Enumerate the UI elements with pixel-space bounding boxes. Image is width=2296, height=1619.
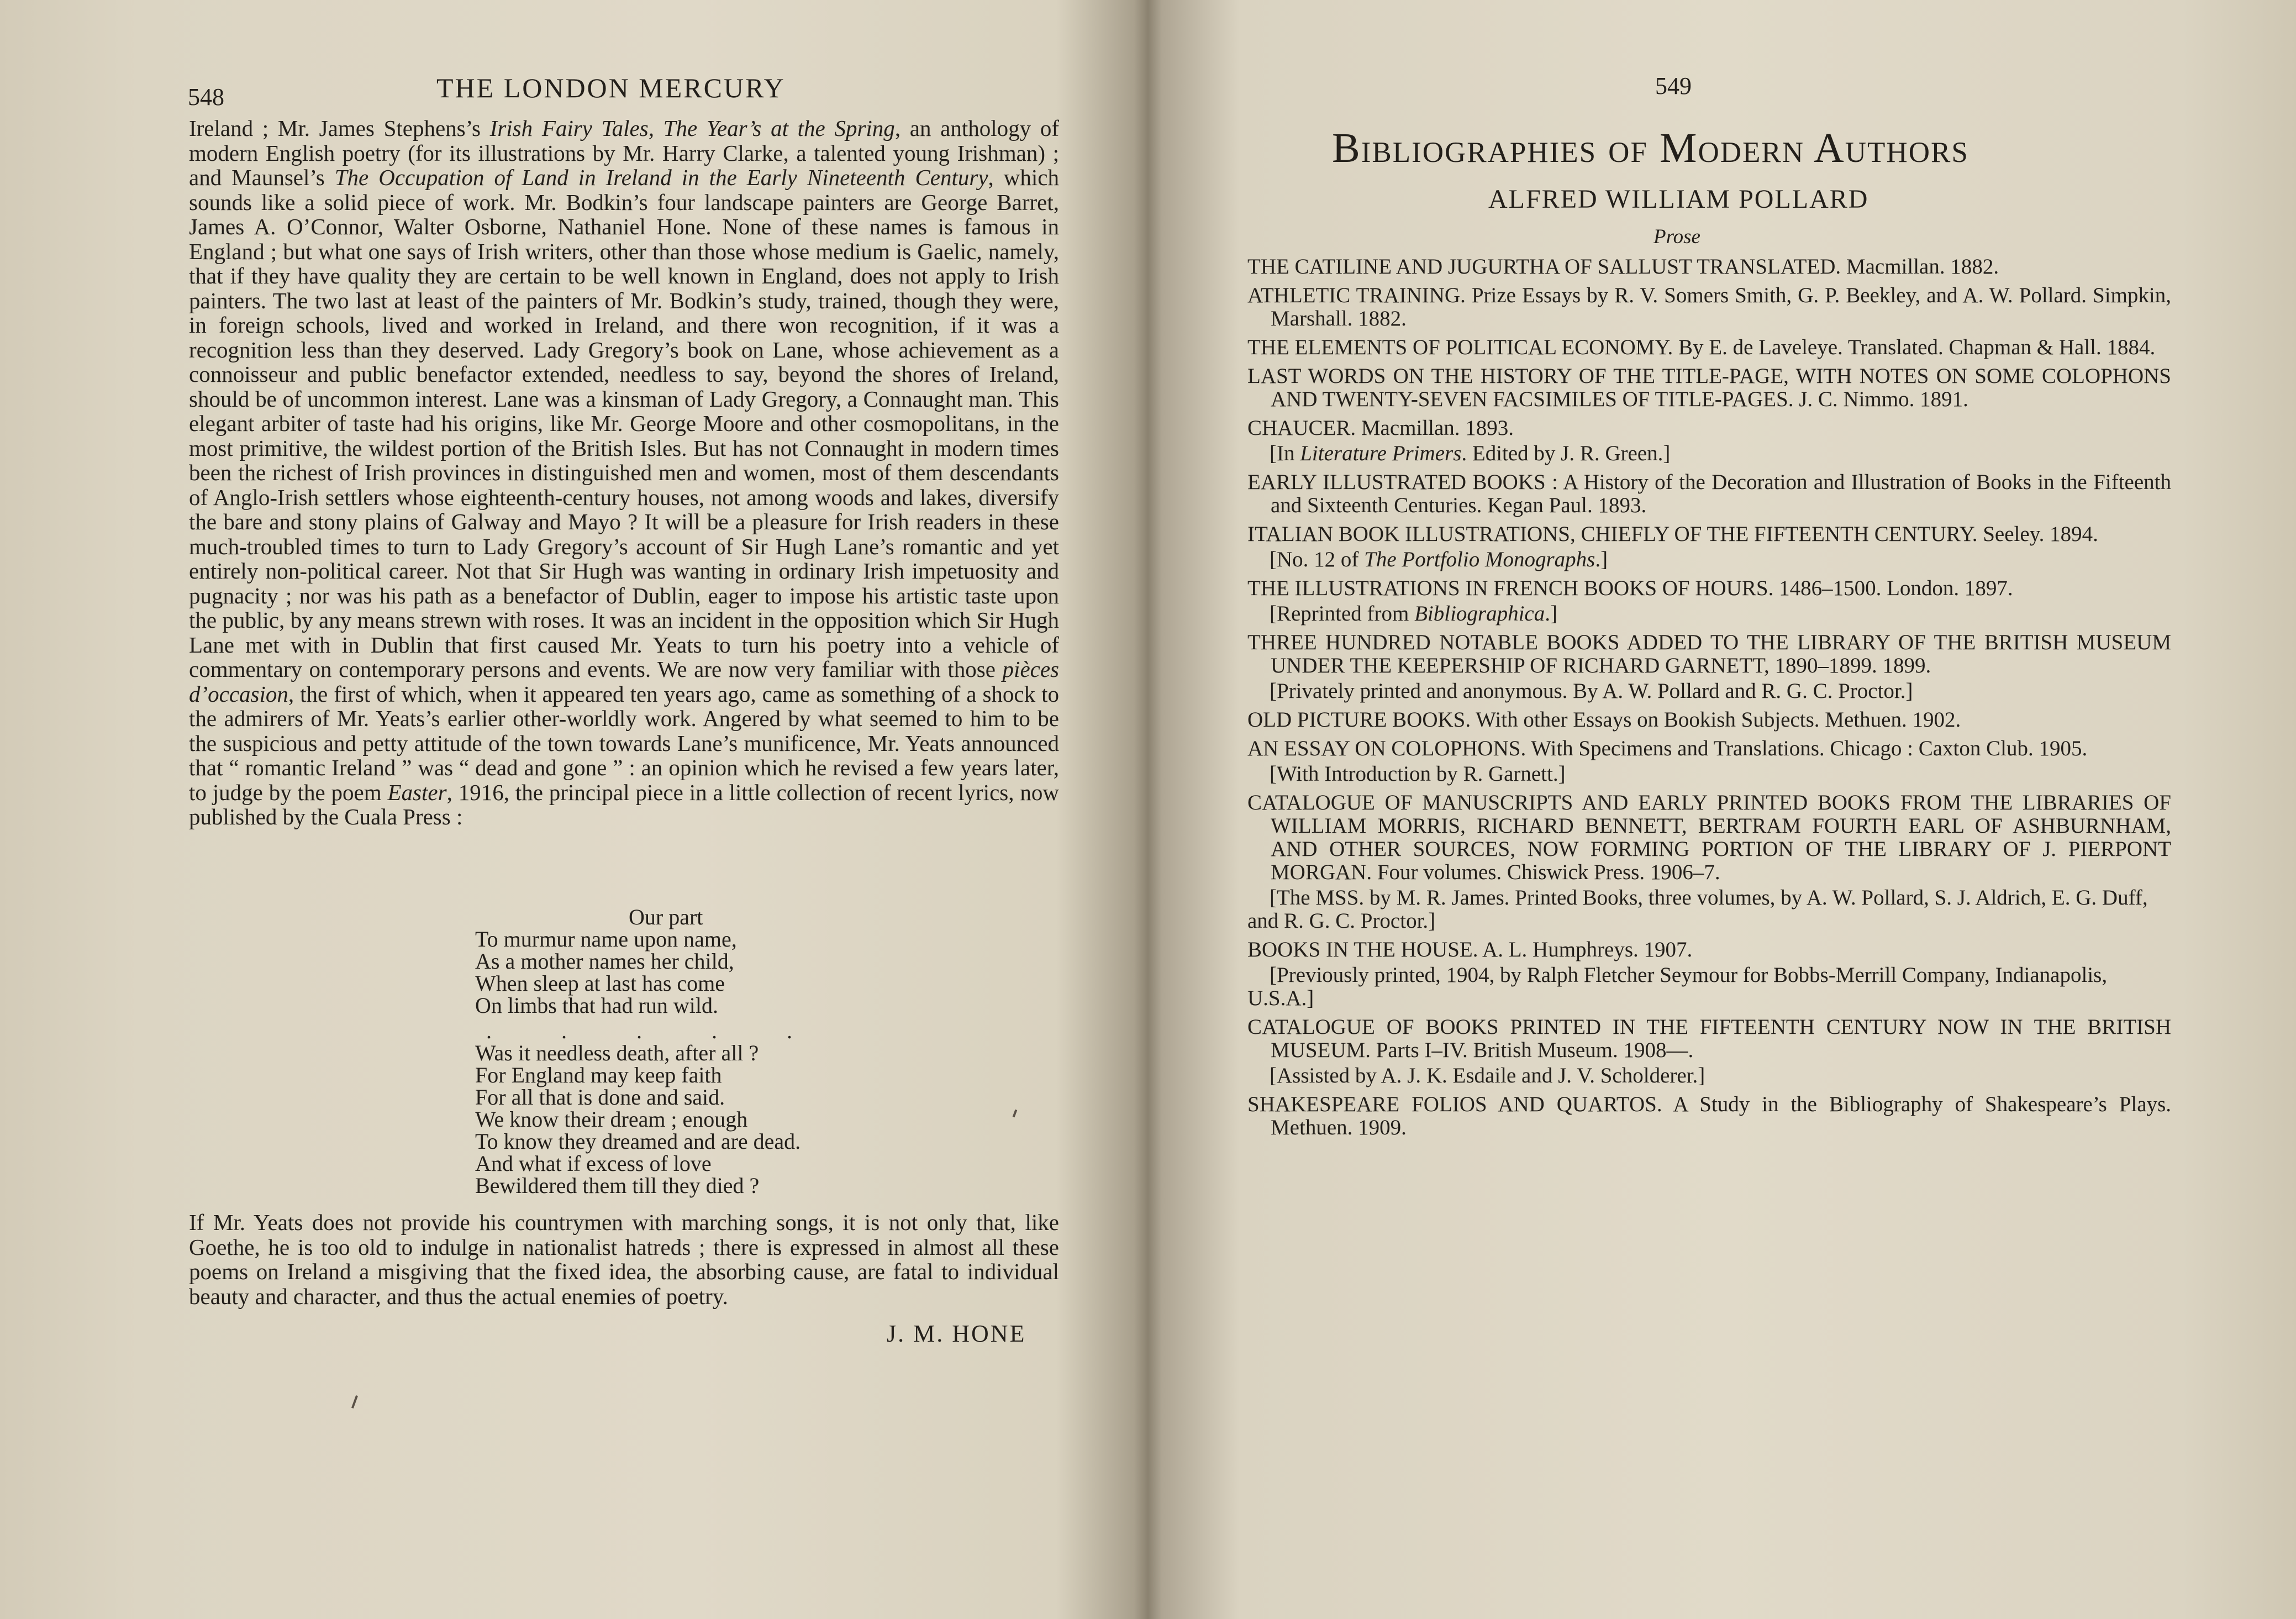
entry-note: [No. 12 of The Portfolio Monographs.]: [1270, 548, 1608, 571]
poem-stanza: [475, 1042, 824, 1197]
entry-note: [Assisted by A. J. K. Esdaile and J. V. Scholderer.]: [1270, 1064, 1705, 1087]
entry-note: [Previously printed, 1904, by Ralph Fletcher Seymour for Bobbs-Merrill Company, Indianapolis, U.S.A.]: [1247, 963, 2108, 1010]
poem-line: On limbs that had run wild.: [475, 993, 718, 1018]
bibliography-entry: [1247, 1093, 2171, 1139]
entry-note: [With Introduction by R. Garnett.]: [1270, 762, 1566, 786]
entry-citation: THREE HUNDRED NOTABLE BOOKS ADDED TO THE LIBRARY OF THE BRITISH MUSEUM UNDER THE KEEPERSHIP OF RICHARD GARNETT, 1890–1899. 1899.: [1247, 630, 2171, 677]
bibliography-entry: [1247, 365, 2171, 411]
entry-citation: AN ESSAY ON COLOPHONS. With Specimens and Translations. Chicago : Caxton Club. 1905.: [1247, 737, 2088, 760]
poem-line: And what if excess of love: [475, 1151, 712, 1176]
entry-citation: ITALIAN BOOK ILLUSTRATIONS, CHIEFLY OF THE FIFTEENTH CENTURY. Seeley. 1894.: [1247, 522, 2098, 546]
entry-citation: SHAKESPEARE FOLIOS AND QUARTOS. A Study in the Bibliography of Shakespeare’s Plays. Methuen. 1909.: [1247, 1092, 2171, 1139]
bibliography-entry: [1247, 1016, 2171, 1087]
entry-citation: EARLY ILLUSTRATED BOOKS : A History of the Decoration and Illustration of Books in the Fifteenth and Sixteenth Centuries. Kegan Paul. 1893.: [1247, 470, 2171, 517]
bibliography-entry: [1247, 471, 2171, 517]
closing-text: [189, 1210, 1059, 1308]
poem-line: When sleep at last has come: [475, 971, 725, 996]
poem-line: To know they dreamed and are dead.: [475, 1129, 801, 1154]
stray-pencil-mark: [1013, 1110, 1018, 1118]
poem-line: We know their dream ; enough: [475, 1107, 748, 1132]
entry-note: [In Literature Primers. Edited by J. R. Green.]: [1270, 441, 1671, 465]
section-heading: Prose: [1653, 225, 1700, 248]
article-text: [189, 116, 1059, 829]
poem-excerpt: [475, 906, 824, 1197]
entry-citation: CATALOGUE OF MANUSCRIPTS AND EARLY PRINTED BOOKS FROM THE LIBRARIES OF WILLIAM MORRIS, RICHARD BENNETT, BERTRAM FOURTH EARL OF ASHBURNHAM, AND OTHER SOURCES, NOW FORMING PORTION OF THE LIBRARY OF J. PIERPONT MORGAN. Four volumes. Chiswick Press. 1906–7.: [1247, 791, 2171, 884]
article-paragraph: Ireland ; Mr. James Stephens’s Irish Fairy Tales, The Year’s at the Spring, an anthology of modern English poetry (for its illustrations by Mr. Harry Clarke, a talented young Irishman) ; and Maunsel’s The Occupation of Land in Ireland in the Early Nineteenth Century, which sounds like a solid piece of work. Mr. Bodkin’s four landscape painters are George Barret, James A. O’Connor, Walter Osborne, Nathaniel Hone. None of these names is famous in England ; but what one says of Irish writers, other than those whose medium is Gaelic, namely, that if they have quality they are certain to be well known in England, does not apply to Irish painters. The two last at least of the painters of Mr. Bodkin’s study, trained, though they were, in foreign schools, lived and worked in Ireland, and there won recognition, if it was a recognition less than they deserved. Lady Gregory’s book on Lane, whose achievement as a connoisseur and public benefactor extended, needless to say, beyond the shores of Ireland, should be of uncommon interest. Lane was a kinsman of Lady Gregory, a Connaught man. This elegant arbiter of taste had his origins, like Mr. George Moore and other cosmopolitans, in the most primitive, the wildest portion of the British Isles. But has not Connaught in modern times been the richest of Irish provinces in distinguished men and women, most of them descendants of Anglo-Irish settlers whose eighteenth-century houses, not among woods and lakes, diversify the bare and stony plains of Galway and Mayo ? It will be a pleasure for Irish readers in these much-troubled times to turn to Lady Gregory’s account of Sir Hugh Lane’s romantic and yet entirely non-political career. Not that Sir Hugh was wanting in ordinary Irish impetuosity and pugnacity ; nor was his path as a benefactor of Dublin, eager to impose his artistic taste upon the public, by any means strewn with roses. It was an incident in the opposition which Sir Hugh Lane met with in Dublin that first caused Mr. Yeats to turn his poetry into a vehicle of commentary on contemporary persons and events. We are now very familiar with those pièces d’occasion, the first of which, when it appeared ten years ago, came as something of a shock to the admirers of Mr. Yeats’s earlier other-worldly work. Angered by what seemed to him to be the suspicious and petty attitude of the town towards Lane’s munificence, Mr. Yeats announced that “ romantic Ireland ” was “ dead and gone ” : an opinion which he revised a few years later, to judge by the poem Easter, 1916, the principal piece in a little collection of recent lyrics, now published by the Cuala Press :: [189, 115, 1059, 829]
bibliography-entry: [1247, 284, 2171, 330]
bibliography-list: [1247, 255, 2171, 1145]
entry-citation: OLD PICTURE BOOKS. With other Essays on Bookish Subjects. Methuen. 1902.: [1247, 708, 1961, 732]
stray-pencil-mark: [351, 1395, 358, 1408]
poem-stanza: [475, 928, 824, 1017]
page-title: Bibliographies of Modern Authors: [1332, 125, 1969, 171]
closing-paragraph: If Mr. Yeats does not provide his countrymen with marching songs, it is not only that, like Goethe, he is too old to indulge in nationalist hatreds ; there is expressed in almost all these poems on Ireland a misgiving that the fixed idea, the absorbing cause, are fatal to individual beauty and character, and thus the actual enemies of poetry.: [189, 1210, 1059, 1309]
entry-citation: ATHLETIC TRAINING. Prize Essays by R. V. Somers Smith, G. P. Beekley, and A. W. Pollard. Simpkin, Marshall. 1882.: [1247, 283, 2171, 330]
author-heading: ALFRED WILLIAM POLLARD: [1488, 185, 1869, 214]
poem-line: Bewildered them till they died ?: [475, 1173, 760, 1198]
entry-citation: LAST WORDS ON THE HISTORY OF THE TITLE-PAGE, WITH NOTES ON SOME COLOPHONS AND TWENTY-SEVEN FACSIMILES OF TITLE-PAGES. J. C. Nimmo. 1891.: [1247, 364, 2171, 411]
entry-citation: THE ELEMENTS OF POLITICAL ECONOMY. By E. de Laveleye. Translated. Chapman & Hall. 1884.: [1247, 335, 2156, 359]
bibliography-entry: [1247, 791, 2171, 933]
bibliography-entry: [1247, 417, 2171, 465]
poem-line: As a mother names her child,: [475, 949, 734, 974]
bibliography-entry: [1247, 631, 2171, 703]
article-signature: J. M. HONE: [887, 1320, 1026, 1347]
left-page: [0, 0, 1144, 1619]
poem-ellipsis: . . . . .: [486, 1018, 824, 1043]
poem-line: To murmur name upon name,: [475, 927, 737, 952]
bibliography-entry: [1247, 737, 2171, 786]
entry-note: [The MSS. by M. R. James. Printed Books, three volumes, by A. W. Pollard, S. J. Aldrich, E. G. Duff, and R. G. C. Proctor.]: [1247, 886, 2148, 933]
entry-citation: THE ILLUSTRATIONS IN FRENCH BOOKS OF HOURS. 1486–1500. London. 1897.: [1247, 576, 2013, 600]
bibliography-entry: [1247, 708, 2171, 732]
poem-line: For England may keep faith: [475, 1063, 722, 1087]
bibliography-entry: [1247, 255, 2171, 278]
poem-line: For all that is done and said.: [475, 1085, 725, 1110]
entry-citation: CATALOGUE OF BOOKS PRINTED IN THE FIFTEENTH CENTURY NOW IN THE BRITISH MUSEUM. Parts I–IV. British Museum. 1908—.: [1247, 1015, 2171, 1062]
right-page: [1152, 0, 2296, 1619]
entry-citation: BOOKS IN THE HOUSE. A. L. Humphreys. 1907.: [1247, 938, 1693, 961]
running-head: THE LONDON MERCURY: [436, 72, 786, 103]
entry-citation: THE CATILINE AND JUGURTHA OF SALLUST TRANSLATED. Macmillan. 1882.: [1247, 255, 1999, 278]
bibliography-entry: [1247, 577, 2171, 625]
entry-citation: CHAUCER. Macmillan. 1893.: [1247, 416, 1514, 440]
page-number: 548: [188, 83, 224, 111]
page-number: 549: [1655, 72, 1692, 99]
entry-note: [Privately printed and anonymous. By A. W. Pollard and R. G. C. Proctor.]: [1270, 679, 1913, 703]
poem-line: Was it needless death, after all ?: [475, 1040, 759, 1065]
entry-note: [Reprinted from Bibliographica.]: [1270, 602, 1557, 625]
bibliography-entry: [1247, 938, 2171, 1010]
bibliography-entry: [1247, 336, 2171, 359]
poem-heading: Our part: [629, 905, 703, 929]
bibliography-entry: [1247, 523, 2171, 571]
